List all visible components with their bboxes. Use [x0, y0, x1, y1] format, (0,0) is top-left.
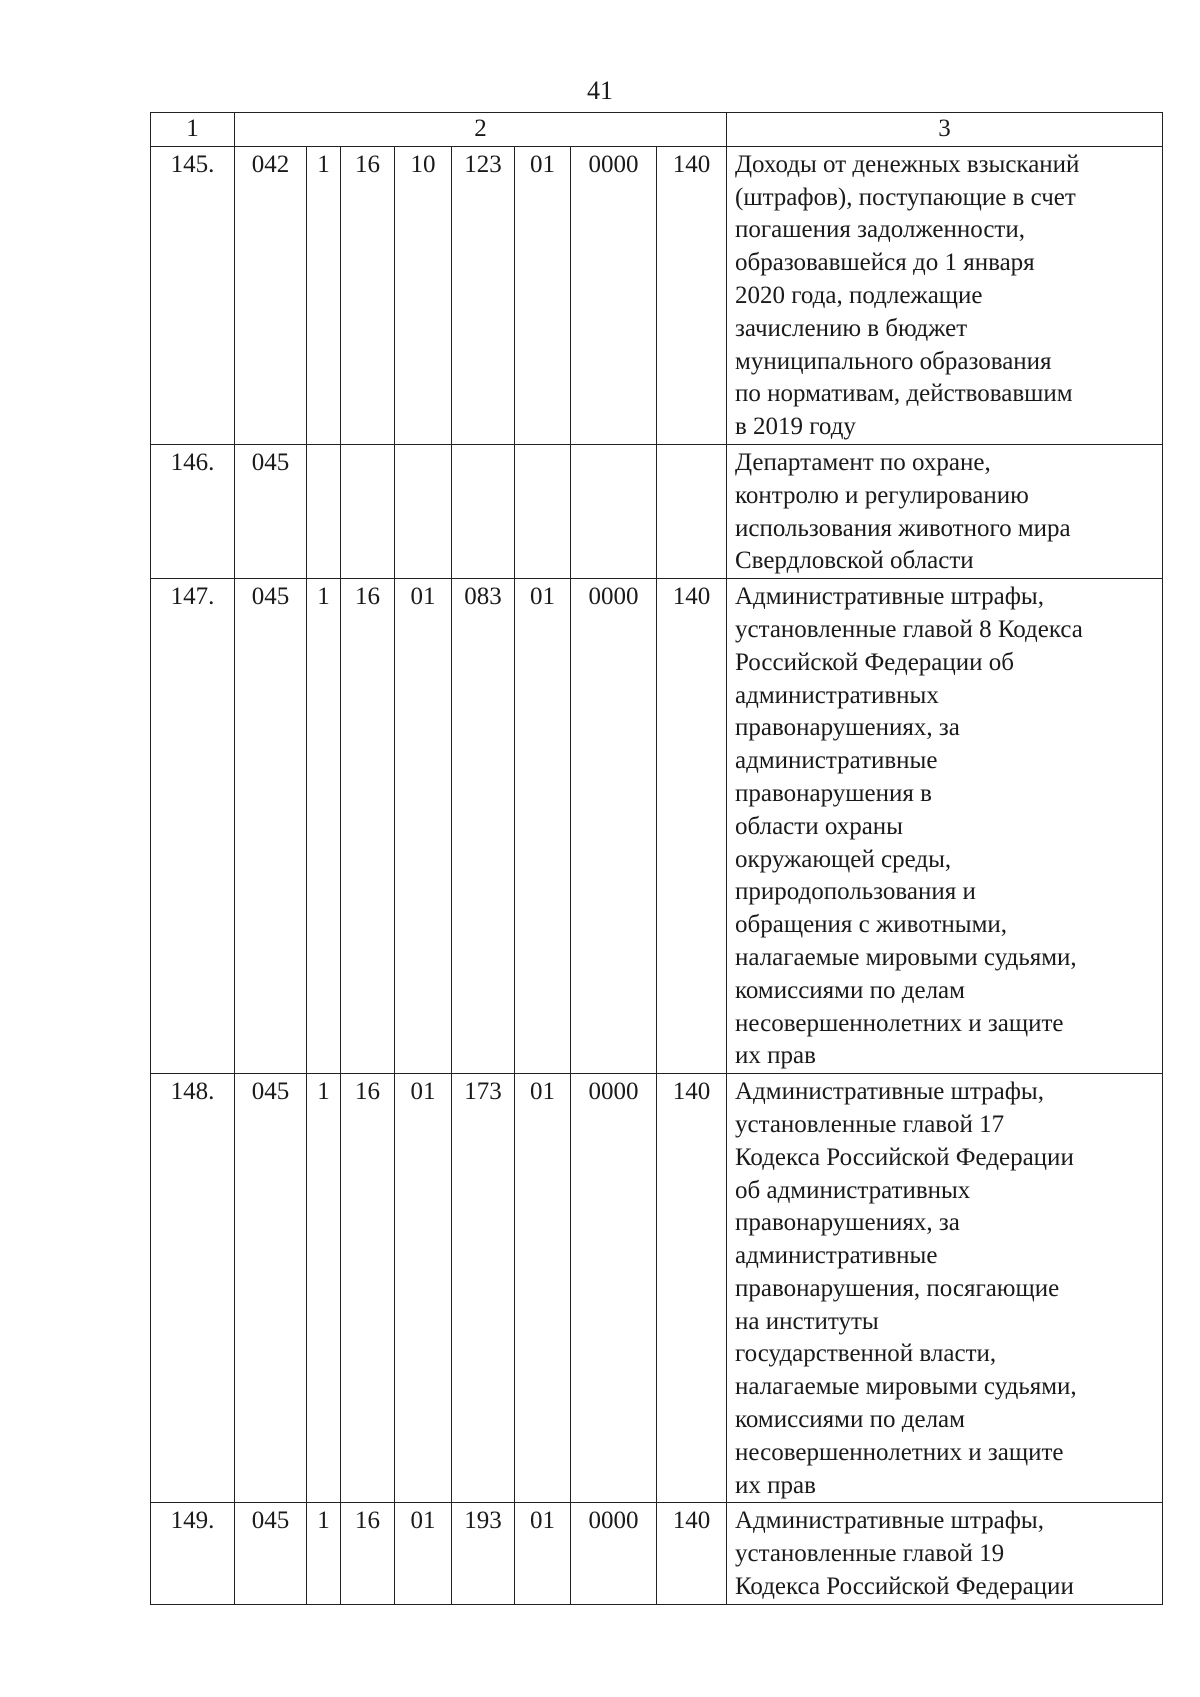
description-line: муниципального образования	[735, 347, 1052, 375]
admin-code-cell: 042	[235, 146, 307, 444]
element-code-cell: 01	[515, 1074, 571, 1503]
program-code-cell	[571, 444, 657, 578]
table-row	[151, 579, 1163, 1074]
program-code-cell: 0000	[571, 1074, 657, 1503]
description-line: обращения с животными,	[735, 911, 1008, 939]
group-code-cell: 1	[307, 1074, 341, 1503]
table-header-row	[151, 113, 1163, 147]
group-code-cell: 1	[307, 1503, 341, 1604]
description-line: природопользования и	[735, 878, 976, 906]
header-col-2: 2	[235, 113, 727, 147]
description-cell	[727, 579, 1163, 1074]
subarticle-code-cell: 123	[452, 146, 515, 444]
subgroup-code-cell	[341, 444, 395, 578]
element-code-cell: 01	[515, 579, 571, 1074]
subarticle-code-cell: 193	[452, 1503, 515, 1604]
element-code-cell: 01	[515, 146, 571, 444]
group-code-cell	[307, 444, 341, 578]
subgroup-code-cell: 16	[341, 1074, 395, 1503]
description-line: погашения задолженности,	[735, 216, 1025, 244]
description-line: их прав	[735, 1471, 816, 1499]
description-line: Свердловской области	[735, 547, 974, 575]
description-line: Российской Федерации об	[735, 648, 1014, 676]
description-line: зачислению в бюджет	[735, 314, 968, 342]
element-code-cell: 01	[515, 1503, 571, 1604]
description-line: Доходы от денежных взысканий	[735, 150, 1080, 178]
subarticle-code-cell	[452, 444, 515, 578]
description-line: Административные штрафы,	[735, 1507, 1044, 1535]
kosgu-code-cell: 140	[657, 1074, 727, 1503]
article-code-cell: 01	[395, 1503, 452, 1604]
kosgu-code-cell: 140	[657, 146, 727, 444]
description-line: несовершеннолетних и защите	[735, 1438, 1064, 1466]
program-code-cell: 0000	[571, 579, 657, 1074]
description-line: использования животного мира	[735, 514, 1071, 542]
description-line: установленные главой 19	[735, 1540, 1005, 1568]
description-line: правонарушениях, за	[735, 1209, 960, 1237]
description-line: их прав	[735, 1042, 816, 1070]
description-cell	[727, 146, 1163, 444]
description-line: государственной власти,	[735, 1340, 997, 1368]
page-number: 41	[587, 76, 613, 105]
description-line: Административные штрафы,	[735, 583, 1044, 611]
kosgu-code-cell: 140	[657, 579, 727, 1074]
description-line: правонарушения в	[735, 779, 932, 807]
description-line: в 2019 году	[735, 413, 856, 441]
subarticle-code-cell: 173	[452, 1074, 515, 1503]
header-col-1: 1	[151, 113, 235, 147]
description-line: контролю и регулированию	[735, 481, 1029, 509]
description-line: административные	[735, 1242, 938, 1270]
description-line: окружающей среды,	[735, 845, 952, 873]
description-line: налагаемые мировыми судьями,	[735, 943, 1077, 971]
description-line: административные	[735, 747, 938, 775]
description-cell	[727, 1074, 1163, 1503]
admin-code-cell: 045	[235, 579, 307, 1074]
description-line: административных	[735, 681, 939, 709]
description-line: установленные главой 17	[735, 1110, 1005, 1138]
article-code-cell: 10	[395, 146, 452, 444]
description-line: установленные главой 8 Кодекса	[735, 615, 1083, 643]
budget-codes-table	[150, 112, 1163, 1605]
element-code-cell	[515, 444, 571, 578]
description-line: комиссиями по делам	[735, 976, 965, 1004]
admin-code-cell: 045	[235, 1074, 307, 1503]
admin-code-cell: 045	[235, 1503, 307, 1604]
row-number: 147.	[151, 579, 235, 1074]
description-line: по нормативам, действовавшим	[735, 380, 1073, 408]
description-line: (штрафов), поступающие в счет	[735, 183, 1076, 211]
description-line: правонарушения, посягающие	[735, 1274, 1060, 1302]
article-code-cell: 01	[395, 1074, 452, 1503]
group-code-cell: 1	[307, 146, 341, 444]
description-line: Департамент по охране,	[735, 448, 991, 476]
description-line: налагаемые мировыми судьями,	[735, 1373, 1077, 1401]
description-line: Кодекса Российской Федерации	[735, 1573, 1074, 1601]
description-line: об административных	[735, 1176, 971, 1204]
description-line: правонарушениях, за	[735, 714, 960, 742]
header-col-3: 3	[727, 113, 1163, 147]
description-line: комиссиями по делам	[735, 1406, 965, 1434]
description-line: 2020 года, подлежащие	[735, 281, 983, 309]
subgroup-code-cell: 16	[341, 146, 395, 444]
description-line: Кодекса Российской Федерации	[735, 1143, 1074, 1171]
table-row	[151, 444, 1163, 578]
description-cell	[727, 1503, 1163, 1604]
program-code-cell: 0000	[571, 1503, 657, 1604]
program-code-cell: 0000	[571, 146, 657, 444]
kosgu-code-cell: 140	[657, 1503, 727, 1604]
description-line: Административные штрафы,	[735, 1078, 1044, 1106]
subgroup-code-cell: 16	[341, 1503, 395, 1604]
admin-code-cell: 045	[235, 444, 307, 578]
subarticle-code-cell: 083	[452, 579, 515, 1074]
table-row	[151, 1074, 1163, 1503]
subgroup-code-cell: 16	[341, 579, 395, 1074]
kosgu-code-cell	[657, 444, 727, 578]
row-number: 146.	[151, 444, 235, 578]
description-cell	[727, 444, 1163, 578]
description-line: несовершеннолетних и защите	[735, 1009, 1064, 1037]
article-code-cell	[395, 444, 452, 578]
description-line: образовавшейся до 1 января	[735, 249, 1035, 277]
row-number: 148.	[151, 1074, 235, 1503]
table-row	[151, 1503, 1163, 1604]
row-number: 145.	[151, 146, 235, 444]
article-code-cell: 01	[395, 579, 452, 1074]
description-line: на институты	[735, 1307, 879, 1335]
group-code-cell: 1	[307, 579, 341, 1074]
row-number: 149.	[151, 1503, 235, 1604]
description-line: области охраны	[735, 812, 903, 840]
table-row	[151, 146, 1163, 444]
